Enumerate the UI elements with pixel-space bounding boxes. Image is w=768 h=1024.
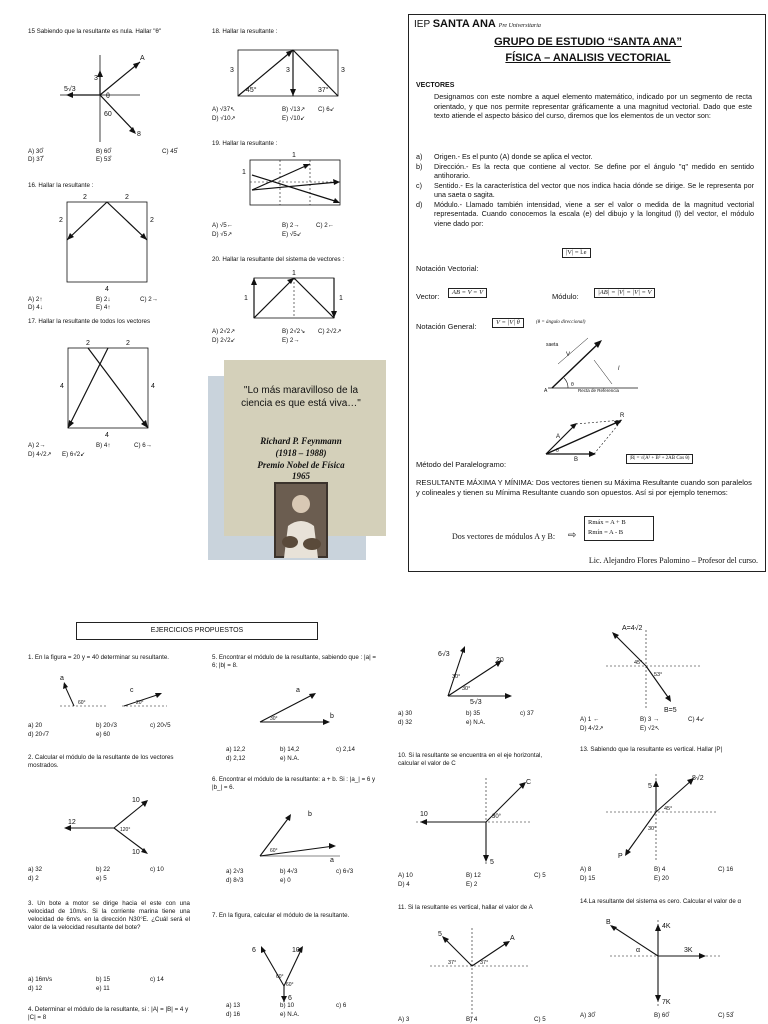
p8-r: 20 — [496, 657, 504, 664]
p6-a: a — [330, 857, 334, 864]
p8-opt-a: a) 30 — [398, 710, 413, 717]
p8-opt-d: d) 32 — [398, 719, 413, 726]
r-label: R — [620, 413, 625, 419]
p14-opt-b: B) 60̊ — [654, 1012, 669, 1019]
q19-opt-e: E) √5↙ — [282, 231, 302, 238]
q18-a2: 37° — [318, 87, 329, 94]
p12-diagram — [586, 620, 706, 712]
p11-opt-a: A) 3 — [398, 1016, 410, 1023]
p8-b: 5√3 — [470, 699, 482, 706]
p5-opt-e: e) N.A. — [280, 755, 300, 762]
p13-ang2: 30° — [648, 826, 657, 832]
vector-elements-diagram — [538, 334, 648, 394]
p5-opt-d: d) 2,12 — [226, 755, 246, 762]
q16-top2: 2 — [125, 194, 129, 201]
v-label: V — [566, 352, 571, 358]
q19-opt-b: B) 2→ — [282, 222, 300, 229]
p5-ang: 30° — [270, 716, 278, 722]
general-note: (θ = ángulo direccional) — [536, 320, 586, 325]
q17-opt-c: C) 6→ — [134, 442, 152, 449]
p3-opt-a: a) 16m/s — [28, 976, 53, 983]
p1-a: a — [60, 675, 64, 682]
p7-l: 6 — [252, 947, 256, 954]
item-text: Dirección.- Es la recta que contiene al vector. Se define por el ángulo "q" medido en sentido antihorario. — [434, 161, 754, 181]
q20-l: 1 — [244, 295, 248, 302]
p10-diagram — [414, 774, 534, 866]
q18-l: 3 — [230, 67, 234, 74]
p11-opt-b: B) 4 — [466, 1016, 478, 1023]
p10-c: C — [526, 779, 532, 786]
p13-opt-b: B) 4 — [654, 866, 666, 873]
q15-opt-a: A) 30̊ — [28, 148, 43, 155]
p1-opt-b: b) 20√3 — [96, 722, 117, 729]
p13-diagram — [600, 770, 720, 862]
element-item — [416, 200, 754, 229]
p13-p: P — [618, 853, 623, 860]
p14-fourk: 4K — [662, 923, 671, 930]
p3-opt-e: e) 11 — [96, 985, 110, 992]
p13-opt-d: D) 15 — [580, 875, 596, 882]
p11-opt-c: C) 5 — [534, 1016, 546, 1023]
q15-opt-b: B) 60̊ — [96, 148, 111, 155]
q20-opt-b: B) 2√2↘ — [282, 328, 306, 335]
p11-a2: 37° — [480, 960, 489, 966]
q18-diagram — [228, 42, 358, 104]
notacion-vectorial: Notación Vectorial: — [416, 264, 479, 273]
paralelogramo-label: Método del Paralelogramo: — [416, 460, 507, 469]
p10-opt-c: C) 5 — [534, 872, 546, 879]
q19-text: 19. Hallar la resultante : — [212, 140, 278, 147]
notacion-general: Notación General: — [416, 322, 477, 331]
p2-t: 10 — [132, 797, 140, 804]
school-sub: Pre Universitaria — [498, 23, 541, 29]
q17-top2: 2 — [126, 340, 130, 347]
title-1: GRUPO DE ESTUDIO “SANTA ANA” — [494, 36, 682, 48]
q18-opt-e: E) √10↙ — [282, 115, 306, 122]
p14-text: 14.La resultante del sistema es cero. Calcular el valor de α — [580, 898, 742, 905]
a-label: A — [556, 434, 561, 440]
p12-b: B=5 — [664, 707, 677, 714]
element-item — [416, 181, 754, 200]
q15-a-label: A — [140, 55, 145, 62]
p7-a1: 60° — [276, 974, 284, 980]
p5-text: 5. Encontrar el módulo de la resultante, sabiendo que : |a| = 6; |b| = 8. — [212, 654, 377, 669]
p7-text: 7. En la figura, calcular el módulo de la resultante. — [212, 912, 350, 919]
p13-ang1: 45° — [664, 806, 673, 812]
saeta-label: saeta — [546, 342, 559, 348]
q16-top1: 2 — [83, 194, 87, 201]
rmax: Rmáx = A + B — [588, 519, 626, 526]
q15-opt-c: C) 45̊ — [162, 148, 178, 155]
p8-opt-c: c) 37 — [520, 710, 534, 717]
p12-opt-b: B) 3 → — [640, 716, 660, 723]
resultante-title: RESULTANTE MÁXIMA Y MÍNIMA: — [416, 478, 534, 487]
quote-award: Premio Nobel de Física — [257, 460, 345, 470]
p11-five: 5 — [438, 931, 442, 938]
intro-text: Designamos con este nombre a aquel elemento matemático, indicado por un segmento de recta orientado, y que nos permite representar gráficamente a una magnitud vectorial. Dado que este texto atiende el aspecto básico del curso, diremos que los elementos de un vector son: — [434, 92, 752, 121]
item-key: a) — [416, 152, 423, 161]
q15-8-label: 8 — [137, 131, 141, 138]
p10-opt-b: B) 12 — [466, 872, 481, 879]
p2-opt-d: d) 2 — [28, 875, 39, 882]
q15-5r3-label: 5√3 — [64, 86, 76, 93]
p6-opt-b: b) 4√3 — [280, 868, 298, 875]
p2-ang: 120° — [120, 827, 131, 833]
p14-threek: 3K — [684, 947, 693, 954]
p5-opt-a: a) 12,2 — [226, 746, 246, 753]
p7-b: 6 — [288, 995, 292, 1002]
b-label: B — [574, 457, 579, 463]
q17-opt-e: E) 6√2↙ — [62, 451, 86, 458]
q15-opt-e: E) 53̊ — [96, 156, 111, 163]
p1-opt-d: d) 20√7 — [28, 731, 49, 738]
p2-opt-e: e) 5 — [96, 875, 107, 882]
q18-m: 3 — [286, 67, 290, 74]
q17-diagram — [58, 338, 158, 438]
item-key: c) — [416, 180, 422, 190]
l-label: l — [618, 366, 620, 372]
modulo-formula: |V| = l.e — [562, 248, 591, 258]
q20-diagram — [240, 272, 350, 322]
p12-opt-e: E) √2↖ — [640, 725, 660, 732]
q16-opt-c: C) 2→ — [140, 296, 158, 303]
q15-text: 15 Sabiendo que la resultante es nula. Hallar "θ" — [28, 28, 162, 35]
p10-text: 10. Si la resultante se encuentra en el eje horizontal, calcular el valor de C — [398, 752, 543, 767]
elements-list — [416, 152, 754, 229]
p1-ang2: 20° — [136, 700, 144, 706]
p6-opt-d: d) 8√3 — [226, 877, 244, 884]
ref-label: Recta de Referencia — [578, 388, 620, 393]
p10-ang: 30° — [492, 814, 502, 820]
p2-text: 2. Calcular el módulo de la resultante de los vectores mostrados. — [28, 754, 174, 769]
p7-r: 10 — [292, 947, 300, 954]
p10-opt-e: E) 2 — [466, 881, 478, 888]
school-prefix: IEP — [414, 19, 430, 30]
q19-opt-a: A) √5← — [212, 222, 233, 229]
p10-opt-d: D) 4 — [398, 881, 410, 888]
q18-opt-b: B) √13↗ — [282, 106, 306, 113]
p6-diagram — [250, 806, 350, 862]
item-text: Origen.- Es el punto (A) donde se aplica el vector. — [434, 152, 593, 161]
p8-a2: 30° — [462, 686, 471, 692]
p12-a: A=4√2 — [622, 625, 643, 632]
p5-opt-b: b) 14,2 — [280, 746, 300, 753]
q15-theta-label: θ — [106, 93, 110, 100]
p1-opt-e: e) 60 — [96, 731, 111, 738]
q19-opt-d: D) √5↗ — [212, 231, 233, 238]
q20-opt-d: D) 2√2↙ — [212, 337, 236, 344]
q16-bottom: 4 — [105, 286, 109, 293]
q15-60-label: 60 — [104, 111, 112, 118]
p14-alpha: α — [636, 947, 641, 954]
p13-eight: 8√2 — [692, 775, 704, 782]
title-2: FÍSICA – ANALISIS VECTORIAL — [505, 52, 671, 64]
p8-opt-b: b) 35 — [466, 710, 481, 717]
a-origin-label: A — [544, 388, 548, 394]
p6-opt-c: c) 6√3 — [336, 868, 354, 875]
vector-formula: AB = V = V — [448, 288, 487, 298]
q16-diagram — [55, 192, 155, 292]
rmin: Rmín = A - B — [588, 529, 624, 537]
q17-opt-a: A) 2→ — [28, 442, 46, 449]
p14-sevenk: 7K — [662, 999, 671, 1006]
p14-opt-c: C) 53̊ — [718, 1012, 734, 1019]
p13-opt-a: A) 8 — [580, 866, 592, 873]
feynman-photo — [274, 482, 328, 558]
q19-diagram — [240, 150, 350, 210]
resultante-block — [416, 478, 752, 498]
ejercicios-title: EJERCICIOS PROPUESTOS — [76, 622, 318, 640]
q16-opt-a: A) 2↑ — [28, 296, 43, 303]
p12-ang1: 45° — [634, 660, 643, 666]
paralelogramo-formula: |R| = √(A² + B² + 2AB Cos θ) — [626, 454, 693, 464]
q20-top: 1 — [292, 270, 296, 277]
q18-opt-a: A) √37↖ — [212, 106, 236, 113]
theta-label: θ — [571, 382, 574, 388]
p7-a2: 60° — [286, 982, 294, 988]
p2-diagram — [56, 792, 166, 856]
q17-text: 17. Hallar la resultante de todos los vectores — [28, 318, 151, 325]
q17-left: 4 — [60, 383, 64, 390]
q19-left: 1 — [242, 169, 246, 176]
q16-opt-d: D) 4↓ — [28, 304, 43, 311]
p6-ang: 60° — [270, 848, 278, 854]
p2-b: 10 — [132, 849, 140, 856]
p12-ang2: 53° — [654, 672, 663, 678]
p13-opt-e: E) 20 — [654, 875, 669, 882]
p14-diagram — [604, 916, 724, 1010]
school-name: SANTA ANA — [432, 18, 496, 30]
p1-diagram — [52, 672, 182, 714]
p7-opt-e: e) N.A. — [280, 1011, 300, 1018]
p8-opt-e: e) N.A. — [466, 719, 486, 726]
q18-opt-d: D) √10↗ — [212, 115, 236, 122]
q15-opt-d: D) 37̊ — [28, 156, 44, 163]
p4-text: 4. Determinar el módulo de la resultante, si : |A| = |B| = 4 y |C| = 8 — [28, 1006, 189, 1021]
p1-c: c — [130, 687, 134, 694]
parallelogram-diagram — [536, 410, 626, 462]
p8-diagram — [420, 640, 530, 706]
p1-opt-a: a) 20 — [28, 722, 43, 729]
p3-text: 3. Un bote a motor se dirige hacia el este con una velocidad de 10m/s. Si la corriente marina tiene una velocidad de 6m/s. en la dirección N30°E. ¿Cuál será el valor de la velocidad resultante del bote? — [28, 900, 190, 932]
p1-opt-c: c) 20√5 — [150, 722, 171, 729]
quote-author: Richard P. Feynmann — [260, 436, 342, 446]
q17-opt-b: B) 4↑ — [96, 442, 111, 449]
q18-a1: 45° — [246, 87, 257, 94]
p12-opt-c: C) 4↙ — [688, 716, 705, 723]
p13-opt-c: C) 16 — [718, 866, 734, 873]
p2-l: 12 — [68, 819, 76, 826]
p8-a1: 30° — [452, 674, 461, 680]
p10-five: 5 — [490, 859, 494, 866]
q17-right: 4 — [151, 383, 155, 390]
item-text: Sentido.- Es la característica del vector que nos indica hacia dónde se dirige. Se le representa por una saeta o sagita. — [434, 180, 754, 200]
paral-theta: θ — [556, 448, 559, 454]
q16-left: 2 — [59, 217, 63, 224]
p2-opt-a: a) 32 — [28, 866, 43, 873]
p10-opt-a: A) 10 — [398, 872, 413, 879]
arrow-right-icon: ⇨ — [568, 530, 577, 541]
p13-five: 5 — [648, 783, 652, 790]
q15-diagram — [40, 50, 160, 145]
p12-opt-d: D) 4√2↗ — [580, 725, 604, 732]
q16-text: 16. Hallar la resultante : — [28, 182, 94, 189]
p5-opt-c: c) 2,14 — [336, 746, 355, 753]
q17-top1: 2 — [86, 340, 90, 347]
p5-b: b — [330, 713, 334, 720]
p12-opt-a: A) 1 ← — [580, 716, 600, 723]
q20-opt-a: A) 2√2↗ — [212, 328, 236, 335]
p3-opt-c: c) 14 — [150, 976, 164, 983]
quote-award-year: 1965 — [292, 471, 310, 481]
q16-opt-b: B) 2↓ — [96, 296, 111, 303]
p10-ten: 10 — [420, 811, 428, 818]
p7-diagram — [244, 940, 324, 1002]
p11-a: A — [510, 935, 515, 942]
quote-years: (1918 – 1988) — [275, 448, 327, 458]
section-vectores: VECTORES — [416, 82, 455, 89]
item-key: b) — [416, 161, 423, 171]
p5-a: a — [296, 687, 300, 694]
q20-opt-c: C) 2√2↗ — [318, 328, 342, 335]
p7-opt-d: d) 16 — [226, 1011, 241, 1018]
p2-opt-b: b) 22 — [96, 866, 111, 873]
p6-opt-e: e) 0 — [280, 877, 291, 884]
q20-opt-e: E) 2→ — [282, 337, 300, 344]
q20-text: 20. Hallar la resultante del sistema de vectores : — [212, 256, 345, 263]
p7-opt-b: b) 10 — [280, 1002, 295, 1009]
p3-opt-b: b) 15 — [96, 976, 111, 983]
author-line: Lic. Alejandro Flores Palomino – Profesor del curso. — [588, 556, 758, 565]
q17-opt-d: D) 4√2↗ — [28, 451, 52, 458]
p6-opt-a: a) 2√3 — [226, 868, 244, 875]
q18-r: 3 — [341, 67, 345, 74]
p11-a1: 37° — [448, 960, 457, 966]
p7-opt-c: c) 6 — [336, 1002, 347, 1009]
p1-ang1: 60° — [78, 700, 86, 706]
p14-opt-a: A) 30̊ — [580, 1012, 595, 1019]
q20-r: 1 — [339, 295, 343, 302]
q16-right: 2 — [150, 217, 154, 224]
resultante-text: Dos vectores tienen su Máxima Resultante cuando son paralelos y colineales y tienen su Mínima Resultante cuando son opuestos. Así si por ejemplo tenemos: — [416, 478, 752, 498]
quote-text: "Lo más maravilloso de la ciencia es que está viva…" — [241, 385, 361, 409]
item-key: d) — [416, 199, 423, 209]
p14-b: B — [606, 919, 611, 926]
p8-l: 6√3 — [438, 651, 450, 658]
q16-opt-e: E) 4↑ — [96, 304, 111, 311]
q18-opt-c: C) 6↙ — [318, 106, 335, 113]
p13-text: 13. Sabiendo que la resultante es vertical. Hallar |P| — [580, 746, 723, 753]
q15-3-label: 3 — [94, 75, 98, 82]
p5-diagram — [250, 684, 350, 728]
p3-opt-d: d) 12 — [28, 985, 43, 992]
p2-opt-c: c) 10 — [150, 866, 164, 873]
p1-text: 1. En la figura = 20 y = 40 determinar su resultante. — [28, 654, 170, 661]
vector-label: Vector: — [416, 292, 440, 301]
rmax-rmin-box — [584, 516, 654, 541]
modulo-label: Módulo: — [552, 292, 579, 301]
q18-text: 18. Hallar la resultante : — [212, 28, 278, 35]
dos-vectores: Dos vectores de módulos A y B: — [452, 532, 556, 541]
element-item — [416, 162, 754, 181]
item-text: Módulo.- Llamado también intensidad, viene a ser el valor o medida de la magnitud vectorial representada. Cuando conocemos la escala (e) del dibujo y la longitud (l) del vector, el módulo viene dado por: — [434, 199, 754, 229]
school-line — [414, 18, 541, 32]
p7-opt-a: a) 13 — [226, 1002, 241, 1009]
q17-bottom: 4 — [105, 432, 109, 439]
q19-top: 1 — [292, 152, 296, 159]
p11-text: 11. Si la resultante es vertical, hallar el valor de A — [398, 904, 533, 911]
p11-diagram — [424, 924, 534, 1020]
p6-text: 6. Encontrar el módulo de la resultante: a + b. Si : |a_| = 6 y |b_| = 6. — [212, 776, 376, 791]
q19-opt-c: C) 2← — [316, 222, 334, 229]
modulo-formula-2: |AB| = |V| = |V| = V — [594, 288, 655, 298]
element-item — [416, 152, 754, 162]
p6-b: b — [308, 811, 312, 818]
general-formula: V = |V| θ — [492, 318, 524, 328]
